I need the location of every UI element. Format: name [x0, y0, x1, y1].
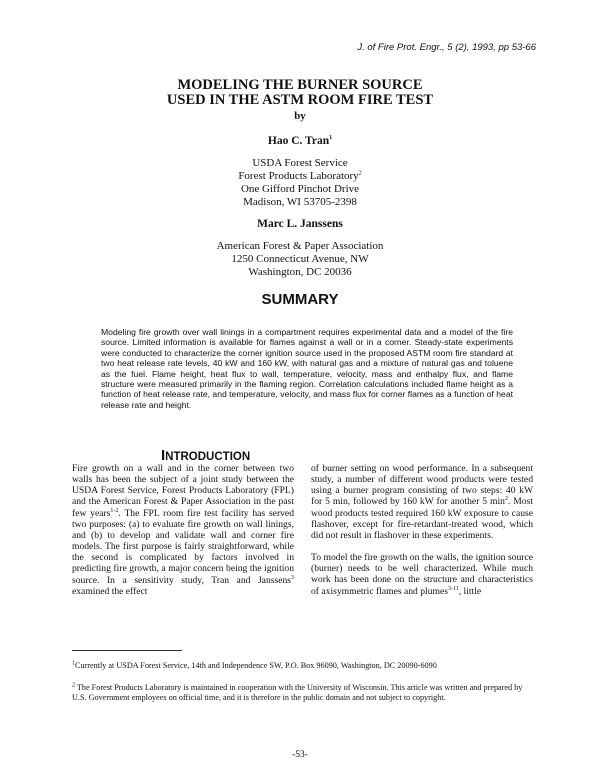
author1-affil-footnote-mark: 2 [358, 170, 362, 177]
title-line-2: USED IN THE ASTM ROOM FIRE TEST [166, 92, 434, 108]
journal-reference: J. of Fire Prot. Engr., 5 (2), 1993, pp 53-66 [357, 42, 536, 53]
ref-superscript: 1-2 [110, 507, 119, 514]
author2-name: Marc L. Janssens [257, 218, 343, 230]
intro-column-1 [72, 463, 294, 597]
ref-superscript: 2 [504, 496, 508, 503]
intro-column-2 [311, 463, 533, 597]
title-line-1: MODELING THE BURNER SOURCE [177, 77, 423, 93]
intro-col1-paragraph: Fire growth on a wall and in the corner between two walls has been the subject of a joint study between the USDA Forest Service, Forest Products Laboratory (FPL) and the American Forest & Paper Association in the past few years$^{1-2}$. The FPL room fire test facility has served two purposes: (a) to evaluate fire growth on wall linings, and (b) to develop and validate wall and corner fire models. The first purpose is fairly straightforward, while the second is complicated by factors involved in predicting fire growth, a major concern being the ignition source. In a sensitivity study, Tran and Janssens$^3$ examined the effect [72, 463, 294, 597]
footnote-2: $^2$ The Forest Products Laboratory is maintained in cooperation with the University of Wisconsin. This article was written and prepared by U.S. Government employees on official time, and it is therefore in the public domain and not subject to copyright. [72, 682, 523, 702]
author1-footnote-mark: 1 [329, 135, 333, 142]
introduction-heading: INTRODUCTION [161, 447, 251, 464]
summary-text: Modeling fire growth over wall linings in a compartment requires experimental data and a model of the fire source. Limited information is available for flames against a wall or in a corner. Steady-state experiments were conducted to characterize the corner ignition source used in the proposed ASTM room fire standard at two heat release rate levels, 40 kW and 160 kW, with natural gas and a mixture of natural gas and toluene as the fuel. Flame height, heat flux to wall, temperature, velocity, mass and enthalpy flux, and flame structure were measured primarily in the flaming region. Correlation calculations included flame height as a function of heat release rate, and temperature, velocity, and mass flux for corner flames as a function of heat release rate and height. [101, 327, 513, 410]
intro-col2-paragraph-2: To model the fire growth on the walls, the ignition source (burner) needs to be well characterized. While much work has been done on the structure and characteristics of axisymmetric flames and plumes$^{3-11}$, little [311, 552, 533, 597]
footnote-1: $^1$Currently at USDA Forest Service, 14th and Independence SW, P.O. Box 96090, Washington, DC 20090-6090 [72, 660, 437, 670]
ref-superscript: 3-11 [447, 585, 459, 592]
author1-affil-line3: One Gifford Pinchot Drive [240, 183, 360, 195]
author1-name: Hao C. Tran$^1$ [267, 135, 333, 147]
author1-affil-line1: USDA Forest Service [252, 157, 348, 169]
author2-affil-line1: American Forest & Paper Association [216, 240, 384, 252]
intro-col2-paragraph-1: of burner setting on wood performance. In a subsequent study, a number of different wood products were tested using a burner program consisting of two steps: 40 kW for 5 min, followed by 160 kW for another 5 $\min^2$. Most wood products tested required 160 kW exposure to cause flashover, except for fire-retardant-treated wood, which did not result in flashover in these experiments. [311, 463, 533, 541]
ref-superscript: 3 [291, 574, 294, 581]
author2-affil-line3: Washington, DC 20036 [248, 266, 352, 278]
summary-heading: SUMMARY [261, 291, 339, 308]
author2-affil-line2: 1250 Connecticut Avenue, NW [231, 253, 369, 265]
page-number: -53- [292, 750, 308, 760]
title-by: by [294, 110, 306, 122]
author1-affil-line4: Madison, WI 53705-2398 [243, 196, 357, 208]
footnote-divider [72, 650, 182, 651]
author1-affil-line2: Forest Products Laboratory$^2$ [238, 170, 362, 182]
